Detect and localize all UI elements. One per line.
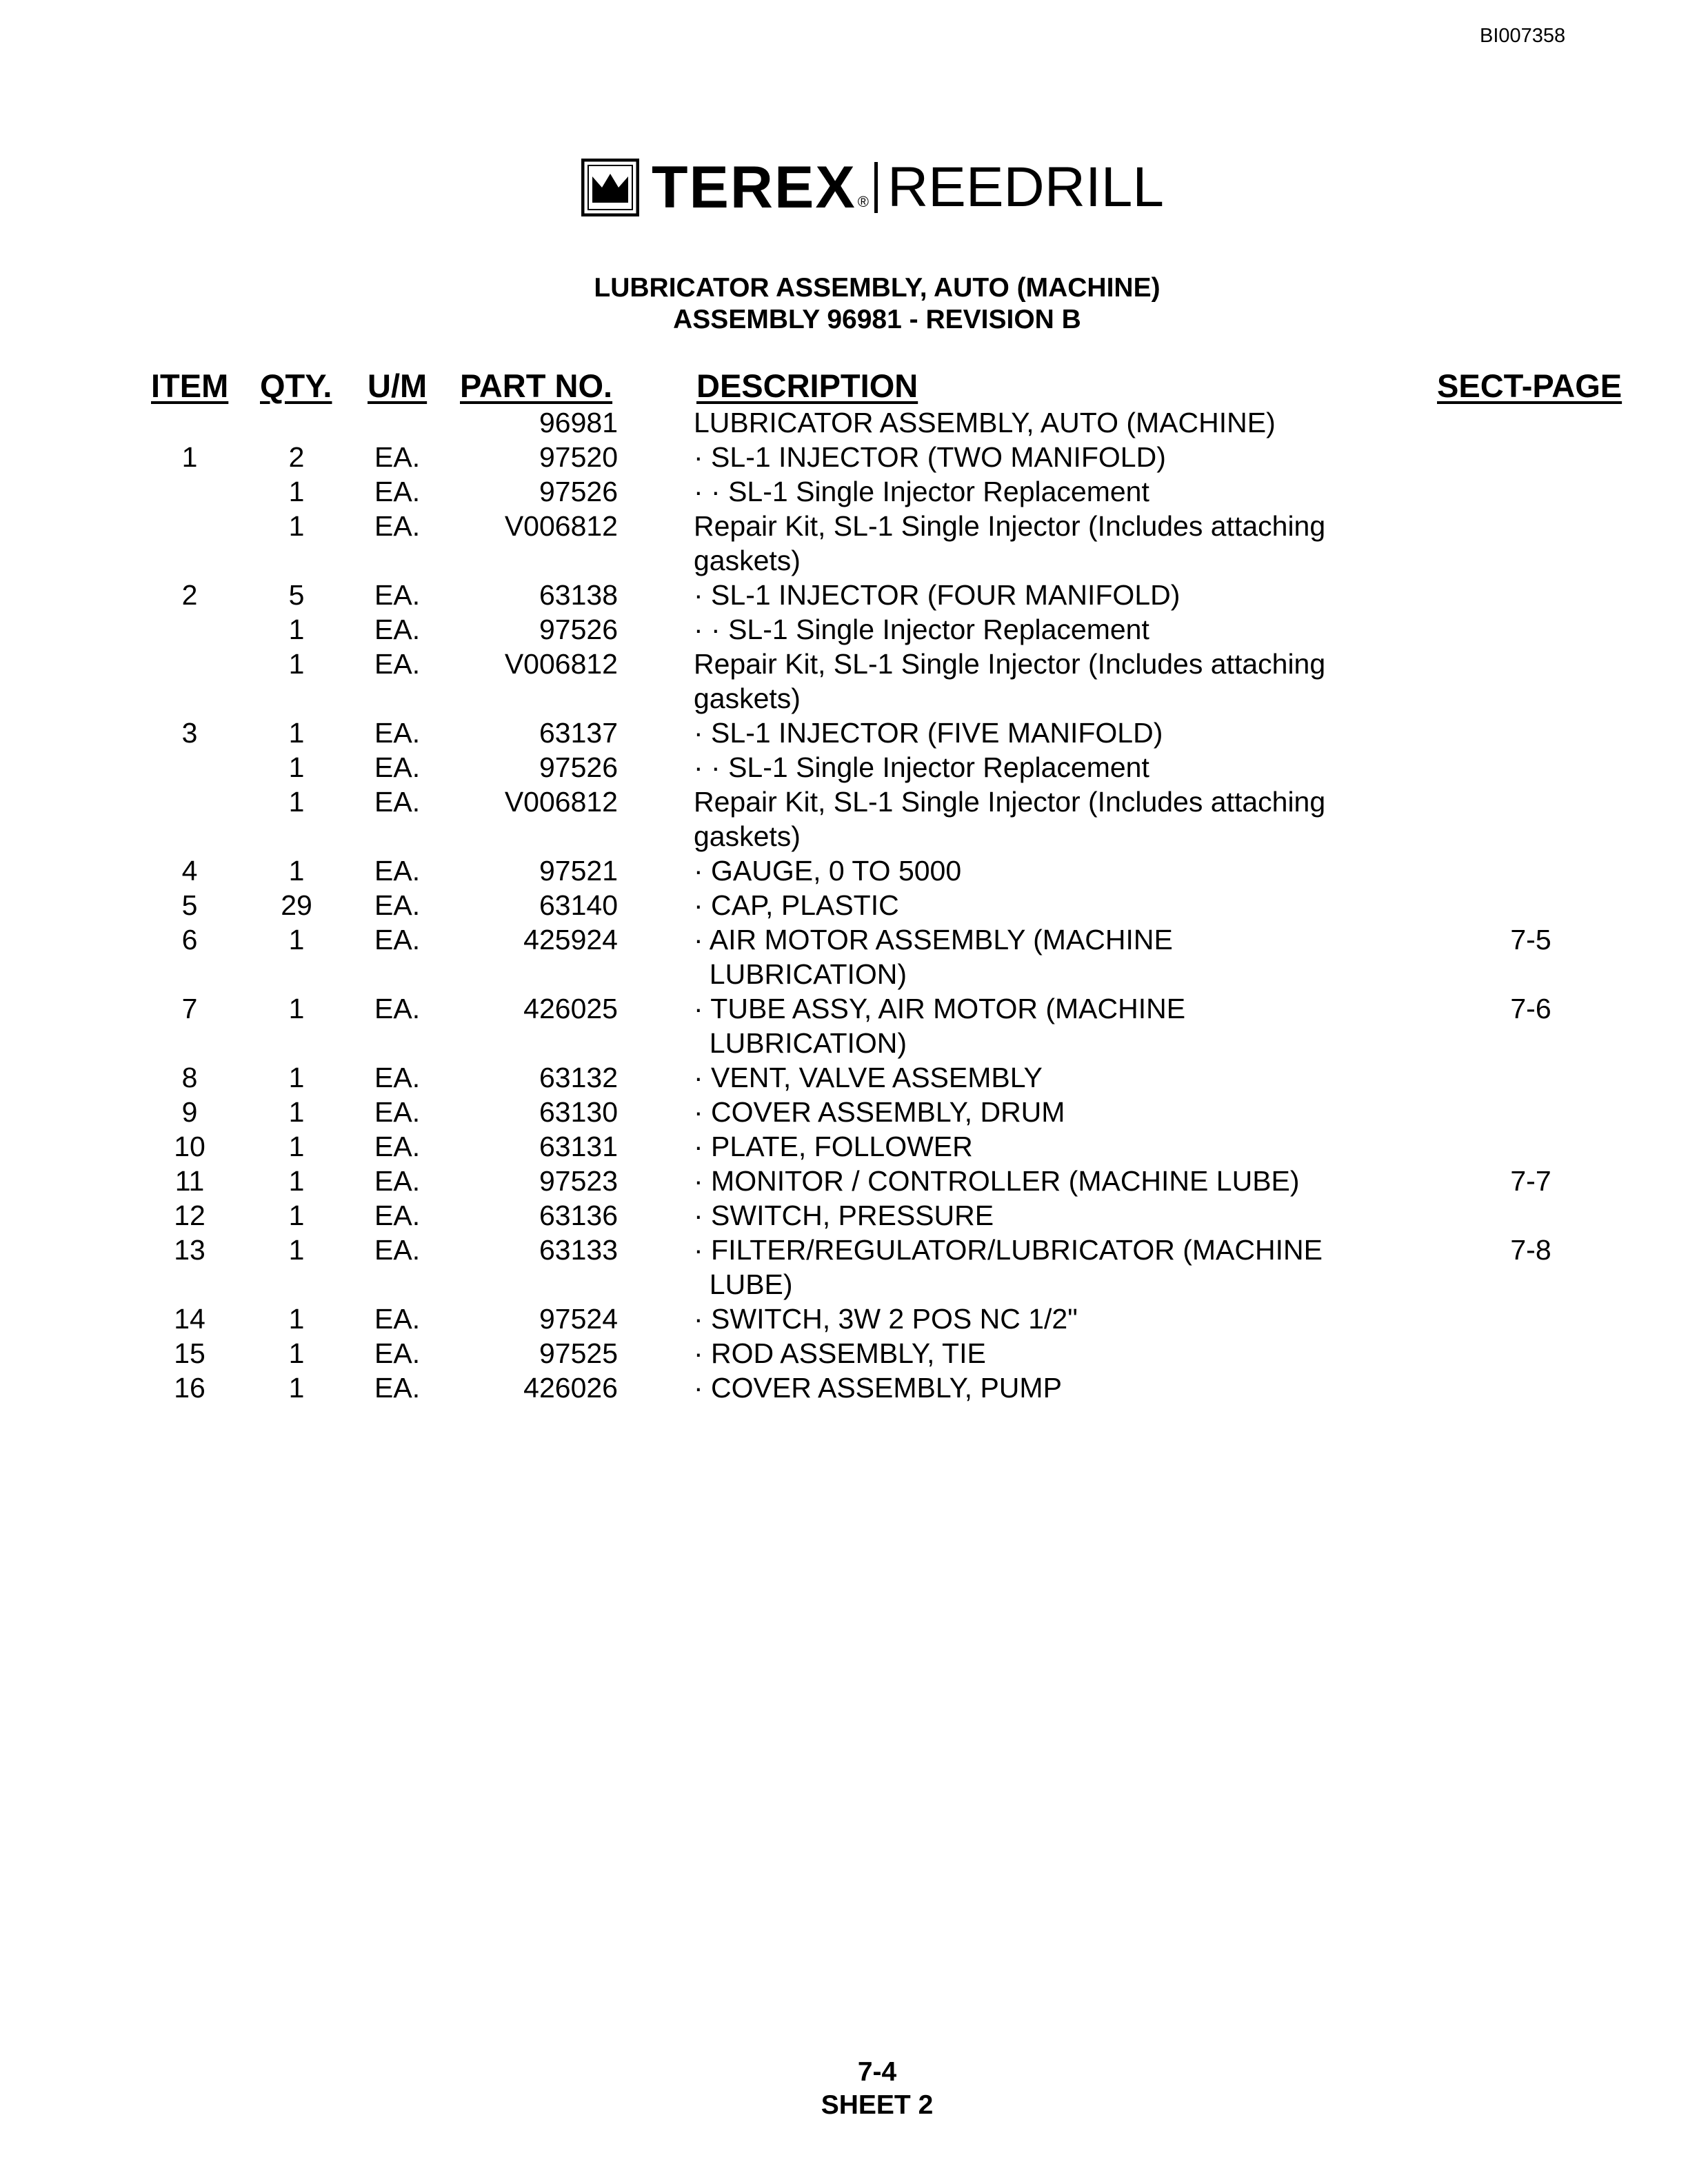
cell-um: EA. [374,924,421,956]
table-row [0,1198,1688,1233]
cell-description: · SL-1 INJECTOR (TWO MANIFOLD) [694,441,1166,473]
cell-qty: 1 [288,1372,305,1404]
cell-qty: 1 [288,476,305,507]
cell-description: · ROD ASSEMBLY, TIE [694,1337,986,1369]
cell-sect-page: 7-5 [1510,924,1551,956]
cell-part-no: 63132 [539,1062,618,1093]
cell-qty: 1 [288,717,305,749]
cell-part-no: 63133 [539,1234,618,1266]
page-number: 7-4 [857,2057,897,2087]
cell-part-no: 63140 [539,889,618,921]
cell-qty: 1 [288,510,305,542]
cell-um: EA. [374,889,421,921]
cell-part-no: 96981 [539,407,618,438]
cell-description: · COVER ASSEMBLY, DRUM [694,1096,1065,1128]
table-row [0,888,1688,922]
cell-um: EA. [374,614,421,645]
cell-qty: 1 [288,1337,305,1369]
cell-part-no: 426026 [523,1372,618,1404]
cell-qty: 1 [288,1131,305,1162]
cell-description: · · SL-1 Single Injector Replacement [694,751,1149,783]
header-description: DESCRIPTION [696,367,918,404]
table-row [0,1371,1688,1405]
cell-description-continued: LUBRICATION) [694,958,907,990]
cell-um: EA. [374,579,421,611]
cell-description: · SWITCH, 3W 2 POS NC 1/2" [694,1303,1078,1335]
cell-description: · MONITOR / CONTROLLER (MACHINE LUBE) [694,1165,1300,1197]
cell-item: 6 [181,924,198,956]
cell-um: EA. [374,1131,421,1162]
cell-qty: 1 [288,1234,305,1266]
cell-qty: 1 [288,1303,305,1335]
table-row [0,1233,1688,1302]
brand-name: TEREX [652,154,856,221]
table-row [0,716,1688,750]
cell-item: 15 [174,1337,205,1369]
cell-sect-page: 7-6 [1510,993,1551,1024]
cell-item: 16 [174,1372,205,1404]
cell-um: EA. [374,476,421,507]
cell-part-no: 63137 [539,717,618,749]
cell-description-continued: gaskets) [694,545,801,576]
cell-part-no: 63131 [539,1131,618,1162]
cell-um: EA. [374,648,421,680]
cell-qty: 2 [288,441,305,473]
cell-qty: 29 [281,889,312,921]
cell-um: EA. [374,1303,421,1335]
table-row [0,647,1688,716]
sheet-number: SHEET 2 [821,2090,934,2120]
cell-qty: 1 [288,751,305,783]
cell-part-no: 63136 [539,1200,618,1231]
cell-description: · GAUGE, 0 TO 5000 [694,855,962,887]
cell-part-no: V006812 [504,510,618,542]
cell-description: LUBRICATOR ASSEMBLY, AUTO (MACHINE) [694,407,1276,438]
cell-item: 4 [181,855,198,887]
cell-um: EA. [374,1062,421,1093]
cell-part-no: 97524 [539,1303,618,1335]
cell-part-no: 97523 [539,1165,618,1197]
cell-item: 8 [181,1062,198,1093]
cell-description-continued: LUBE) [694,1268,793,1300]
cell-qty: 1 [288,1062,305,1093]
parts-table [0,405,1688,1405]
table-row [0,474,1688,509]
header-part-no: PART NO. [460,367,613,404]
cell-part-no: 425924 [523,924,618,956]
cell-part-no: 426025 [523,993,618,1024]
cell-um: EA. [374,1372,421,1404]
cell-description: · SL-1 INJECTOR (FOUR MANIFOLD) [694,579,1180,611]
cell-item: 1 [181,441,198,473]
cell-um: EA. [374,1096,421,1128]
cell-description-continued: LUBRICATION) [694,1027,907,1059]
table-row [0,1095,1688,1129]
cell-description: · AIR MOTOR ASSEMBLY (MACHINE [694,924,1173,956]
cell-description: · VENT, VALVE ASSEMBLY [694,1062,1043,1093]
cell-description: Repair Kit, SL-1 Single Injector (Includes attaching [694,648,1326,680]
cell-part-no: 97525 [539,1337,618,1369]
cell-part-no: 97520 [539,441,618,473]
cell-qty: 1 [288,993,305,1024]
cell-um: EA. [374,1200,421,1231]
brand-logo [581,156,1164,219]
table-row [0,750,1688,785]
cell-description: · TUBE ASSY, AIR MOTOR (MACHINE [694,993,1186,1024]
cell-description: · COVER ASSEMBLY, PUMP [694,1372,1062,1404]
cell-part-no: 63130 [539,1096,618,1128]
cell-sect-page: 7-7 [1510,1165,1551,1197]
cell-qty: 1 [288,786,305,818]
cell-qty: 1 [288,1200,305,1231]
cell-um: EA. [374,510,421,542]
cell-um: EA. [374,855,421,887]
cell-qty: 1 [288,614,305,645]
document-subtitle: ASSEMBLY 96981 - REVISION B [673,305,1081,334]
cell-qty: 1 [288,648,305,680]
cell-description: Repair Kit, SL-1 Single Injector (Includes attaching [694,786,1326,818]
cell-part-no: 97526 [539,751,618,783]
registered-mark: ® [857,193,869,210]
cell-description-continued: gaskets) [694,682,801,714]
cell-um: EA. [374,1165,421,1197]
header-qty: QTY. [260,367,332,404]
cell-description: · CAP, PLASTIC [694,889,899,921]
cell-item: 5 [181,889,198,921]
table-row [0,991,1688,1060]
cell-qty: 1 [288,855,305,887]
cell-part-no: 97521 [539,855,618,887]
cell-qty: 1 [288,1165,305,1197]
terex-crown-icon [581,159,639,216]
cell-item: 12 [174,1200,205,1231]
table-row [0,922,1688,991]
cell-sect-page: 7-8 [1510,1234,1551,1266]
cell-part-no: V006812 [504,648,618,680]
cell-part-no: 97526 [539,614,618,645]
cell-description: · SWITCH, PRESSURE [694,1200,994,1231]
table-row [0,1164,1688,1198]
table-row [0,853,1688,888]
table-row [0,1336,1688,1371]
cell-um: EA. [374,441,421,473]
cell-qty: 1 [288,924,305,956]
cell-item: 10 [174,1131,205,1162]
header-sect-page: SECT-PAGE [1437,367,1622,404]
cell-um: EA. [374,993,421,1024]
cell-item: 9 [181,1096,198,1128]
cell-um: EA. [374,786,421,818]
cell-item: 11 [174,1165,205,1197]
cell-item: 14 [174,1303,205,1335]
cell-description: · · SL-1 Single Injector Replacement [694,476,1149,507]
table-row [0,1129,1688,1164]
document-title: LUBRICATOR ASSEMBLY, AUTO (MACHINE) [594,273,1160,303]
cell-part-no: 63138 [539,579,618,611]
cell-item: 3 [181,717,198,749]
cell-part-no: 97526 [539,476,618,507]
cell-qty: 1 [288,1096,305,1128]
cell-description-continued: gaskets) [694,820,801,852]
cell-description: · FILTER/REGULATOR/LUBRICATOR (MACHINE [694,1234,1323,1266]
cell-description: · SL-1 INJECTOR (FIVE MANIFOLD) [694,717,1163,749]
table-row [0,612,1688,647]
table-row [0,578,1688,612]
table-row [0,440,1688,474]
cell-um: EA. [374,751,421,783]
table-row [0,1060,1688,1095]
cell-description: Repair Kit, SL-1 Single Injector (Includes attaching [694,510,1326,542]
table-row [0,1302,1688,1336]
document-id: BI007358 [1480,25,1566,47]
cell-description: · · SL-1 Single Injector Replacement [694,614,1149,645]
header-item: ITEM [151,367,229,404]
cell-item: 7 [181,993,198,1024]
cell-um: EA. [374,1337,421,1369]
brand-product: REEDRILL [887,156,1164,219]
cell-item: 13 [174,1234,205,1266]
table-row [0,405,1688,440]
cell-um: EA. [374,717,421,749]
cell-qty: 5 [288,579,305,611]
cell-um: EA. [374,1234,421,1266]
brand-divider [874,162,878,213]
table-row [0,785,1688,853]
cell-description: · PLATE, FOLLOWER [694,1131,973,1162]
cell-item: 2 [181,579,198,611]
cell-part-no: V006812 [504,786,618,818]
table-row [0,509,1688,578]
header-um: U/M [368,367,428,404]
